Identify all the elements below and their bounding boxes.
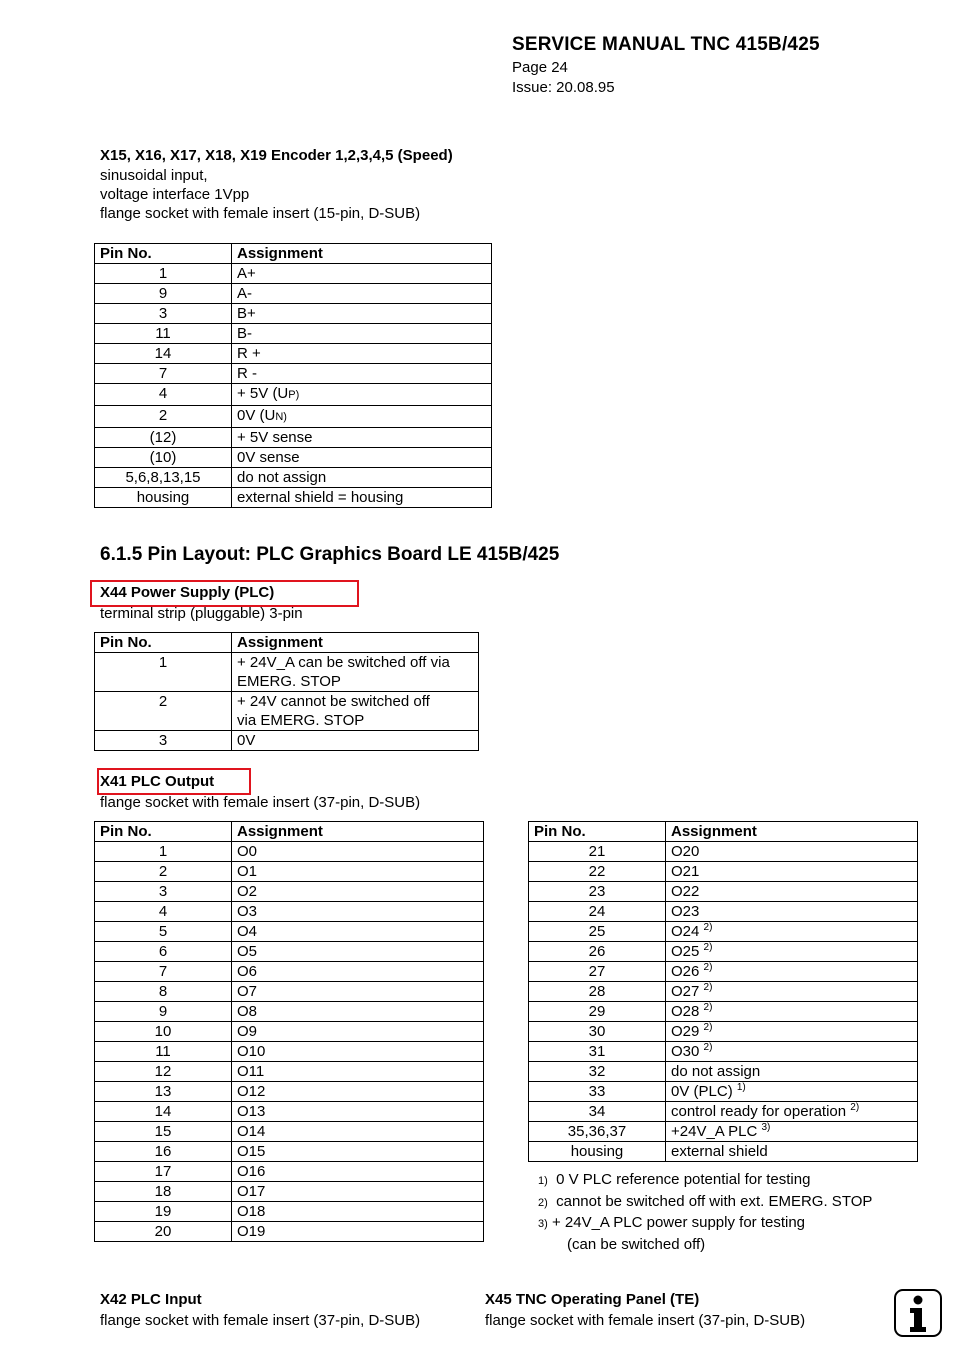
assignment-line: via EMERG. STOP [237,712,365,729]
pin-assignment [232,488,492,508]
footnote-ref: 2) [703,982,713,993]
assignment-line: + 24V_A can be switched off via [237,654,450,671]
pin-assignment [232,942,484,962]
table-row [95,1062,484,1082]
pin-assignment [232,1202,484,1222]
pin-number: 28 [529,982,666,1002]
assignment-text: O22 [671,883,700,900]
column-header: Assignment [232,822,484,842]
pin-number: 2 [95,692,232,731]
assignment-suffix: ) [283,411,287,423]
footnote-text: + 24V_A PLC power supply for testing [551,1214,806,1231]
pin-number: 23 [529,882,666,902]
encoder-desc-line: sinusoidal input, [100,167,208,184]
pin-number: 6 [95,942,232,962]
assignment-text: O10 [237,1043,266,1060]
pin-assignment [666,982,918,1002]
footnote-continuation: (can be switched off) [567,1235,706,1253]
pin-number: 3 [95,304,232,324]
table-header-row [95,633,479,653]
pin-assignment [666,962,918,982]
pin-number: 12 [95,1062,232,1082]
pin-number: 13 [95,1082,232,1102]
pin-number: 4 [95,902,232,922]
table-row [529,962,918,982]
x41-pin-table-left [94,821,484,1242]
table-row [529,1122,918,1142]
assignment-text: 0V (U [237,407,276,424]
pin-number: 11 [95,324,232,344]
table-row [95,488,492,508]
pin-number: 17 [95,1162,232,1182]
table-row [95,902,484,922]
pin-number: 1 [95,653,232,692]
pin-number: 9 [95,1002,232,1022]
pin-number: 15 [95,1122,232,1142]
assignment-text: O1 [237,863,258,880]
table-row [95,1222,484,1242]
pin-number: 14 [95,344,232,364]
pin-assignment [232,1062,484,1082]
footnote-ref: 2) [703,942,713,953]
assignment-text: O4 [237,923,258,940]
pin-number: 35,36,37 [529,1122,666,1142]
table-row [95,962,484,982]
x42-desc: flange socket with female insert (37-pin, D-SUB) [100,1312,421,1329]
assignment-text: O8 [237,1003,258,1020]
section-heading: 6.1.5 Pin Layout: PLC Graphics Board LE 415B/425 [100,544,560,565]
pin-assignment [666,1142,918,1162]
pin-number: 7 [95,364,232,384]
pin-assignment [666,1102,918,1122]
pin-assignment [666,902,918,922]
pin-number: 4 [95,384,232,406]
table-row [95,982,484,1002]
table-row [529,982,918,1002]
pin-assignment [232,1122,484,1142]
assignment-text: O20 [671,843,700,860]
table-row [95,1082,484,1102]
assignment-text: O26 [671,963,700,980]
pin-assignment [232,428,492,448]
pin-assignment [232,448,492,468]
table-row [95,364,492,384]
pin-number: (10) [95,448,232,468]
x44-title: X44 Power Supply (PLC) [100,584,275,601]
assignment-text: O28 [671,1003,700,1020]
assignment-text: O11 [237,1063,265,1080]
footnote-number: 1) [538,1175,548,1187]
table-row [529,1002,918,1022]
pin-assignment [232,1102,484,1122]
pin-assignment [232,982,484,1002]
table-row [95,284,492,304]
table-row [529,1022,918,1042]
assignment-text: control ready for operation [671,1103,847,1120]
table-row [95,304,492,324]
table-row [529,1102,918,1122]
footnote-ref: 1) [736,1082,746,1093]
assignment-subscript: P [288,389,296,401]
column-header: Assignment [232,244,492,264]
table-row [95,1202,484,1222]
pin-assignment [232,1162,484,1182]
column-header: Pin No. [529,822,666,842]
table-row [95,448,492,468]
table-row [529,1142,918,1162]
footnote-text: cannot be switched off with ext. EMERG. STOP [556,1192,873,1210]
table-row [95,324,492,344]
pin-assignment [232,468,492,488]
table-row [95,406,492,428]
pin-assignment [232,1182,484,1202]
pin-number: 21 [529,842,666,862]
assignment-text: O30 [671,1043,700,1060]
footnote-ref: 2) [703,1042,713,1053]
x44-desc: terminal strip (pluggable) 3-pin [100,605,303,622]
table-header-row [95,822,484,842]
pin-assignment [232,862,484,882]
x41-pin-table-right [528,821,918,1162]
pin-assignment [232,692,479,731]
footnote [538,1213,872,1235]
info-icon-glyph [896,1291,940,1335]
table-row [95,344,492,364]
table-row [529,1042,918,1062]
issue-date: Issue: 20.08.95 [512,79,615,96]
assignment-text: 0V (PLC) [671,1083,733,1100]
assignment-text: B+ [237,305,256,322]
assignment-text: O14 [237,1123,266,1140]
pin-number: 3 [95,882,232,902]
pin-number: 34 [529,1102,666,1122]
pin-assignment [232,406,492,428]
pin-assignment [232,842,484,862]
assignment-text: O21 [671,863,700,880]
pin-assignment [232,962,484,982]
pin-number: 14 [95,1102,232,1122]
pin-number: (12) [95,428,232,448]
assignment-text: R - [237,365,257,382]
pin-assignment [666,1022,918,1042]
pin-number: 2 [95,406,232,428]
table-row [95,653,479,692]
assignment-text: + 5V (U [237,385,289,402]
pin-assignment [666,1042,918,1062]
table-header-row [95,244,492,264]
table-row [529,862,918,882]
assignment-line: + 24V cannot be switched off [237,693,430,710]
table-row [529,1082,918,1102]
pin-assignment [232,882,484,902]
page-number: Page 24 [512,59,568,76]
assignment-text: +24V_A PLC [671,1123,758,1140]
table-row [95,862,484,882]
table-row [95,1162,484,1182]
pin-assignment [232,364,492,384]
footnote-ref: 2) [850,1102,860,1113]
footnote-ref: 2) [703,1002,713,1013]
pin-assignment [232,264,492,284]
manual-title: SERVICE MANUAL TNC 415B/425 [512,34,820,55]
pin-number: 1 [95,842,232,862]
footnotes [538,1170,872,1255]
column-header: Assignment [666,822,918,842]
table-row [529,882,918,902]
pin-assignment [666,862,918,882]
x45-desc: flange socket with female insert (37-pin, D-SUB) [485,1312,806,1329]
table-row [95,468,492,488]
info-icon [894,1289,942,1337]
pin-assignment [666,1002,918,1022]
assignment-text: O9 [237,1023,258,1040]
pin-assignment [666,882,918,902]
pin-number: 16 [95,1142,232,1162]
assignment-text: R + [237,345,261,362]
pin-number: 20 [95,1222,232,1242]
table-row [95,692,479,731]
assignment-text: O12 [237,1083,266,1100]
assignment-subscript: N [275,411,284,423]
pin-assignment [232,1042,484,1062]
pin-number: 18 [95,1182,232,1202]
table-row [95,1182,484,1202]
assignment-text: O29 [671,1023,700,1040]
pin-assignment [232,344,492,364]
column-header: Pin No. [95,633,232,653]
pin-assignment [232,284,492,304]
pin-assignment [666,922,918,942]
assignment-text: 0V sense [237,449,300,466]
assignment-text: O16 [237,1163,266,1180]
table-row [529,922,918,942]
pin-number: 5,6,8,13,15 [95,468,232,488]
column-header: Pin No. [95,822,232,842]
pin-number: 3 [95,731,232,751]
pin-assignment [232,384,492,406]
pin-assignment [232,1222,484,1242]
table-row [95,1122,484,1142]
table-row [95,384,492,406]
table-row [95,1022,484,1042]
assignment-text: external shield = housing [237,489,404,506]
assignment-text: O19 [237,1223,266,1240]
pin-number: 24 [529,902,666,922]
assignment-text: O3 [237,903,258,920]
pin-assignment [232,1002,484,1022]
table-row [95,731,479,751]
assignment-text: O18 [237,1203,266,1220]
pin-number: 2 [95,862,232,882]
table-row [529,1062,918,1082]
pin-number: housing [529,1142,666,1162]
assignment-suffix: ) [295,389,300,401]
pin-number: 30 [529,1022,666,1042]
pin-number: 1 [95,264,232,284]
pin-assignment [232,1022,484,1042]
pin-assignment [232,653,479,692]
table-row [95,1042,484,1062]
table-row [529,942,918,962]
pin-number: 19 [95,1202,232,1222]
pin-assignment [232,1142,484,1162]
encoder-pin-table [94,243,492,508]
pin-assignment [666,1062,918,1082]
table-row [95,264,492,284]
table-row [95,1102,484,1122]
assignment-text: O17 [237,1183,266,1200]
footnote-ref: 3) [761,1122,771,1133]
assignment-text: A+ [237,265,256,282]
pin-number: 33 [529,1082,666,1102]
pin-number: 5 [95,922,232,942]
footnote [538,1170,872,1192]
pin-assignment [232,1082,484,1102]
assignment-line: EMERG. STOP [237,673,341,690]
x41-title: X41 PLC Output [100,773,215,790]
footnote-ref: 2) [703,922,713,933]
footnote-number: 2) [538,1196,548,1209]
assignment-text: O27 [671,983,700,1000]
encoder-desc-line: flange socket with female insert (15-pin, D-SUB) [100,205,421,222]
pin-assignment [666,1122,918,1142]
table-row [95,942,484,962]
pin-number: 10 [95,1022,232,1042]
assignment-line: 0V [237,732,256,749]
pin-assignment [232,731,479,751]
x42-title: X42 PLC Input [100,1291,202,1308]
assignment-text: O25 [671,943,700,960]
table-row [95,882,484,902]
pin-number: 22 [529,862,666,882]
assignment-text: do not assign [671,1063,761,1080]
pin-number: housing [95,488,232,508]
table-row [95,922,484,942]
table-row [95,1142,484,1162]
pin-number: 7 [95,962,232,982]
pin-number: 25 [529,922,666,942]
pin-assignment [232,902,484,922]
footnote [538,1192,872,1214]
footnote-ref: 2) [703,962,713,973]
assignment-text: O7 [237,983,258,1000]
pin-assignment [666,942,918,962]
assignment-text: external shield [671,1143,768,1160]
assignment-text: O0 [237,843,258,860]
pin-assignment [232,922,484,942]
pin-assignment [232,324,492,344]
assignment-text: B- [237,325,252,342]
encoder-desc-line: voltage interface 1Vpp [100,186,250,203]
table-row [529,842,918,862]
table-row [95,842,484,862]
assignment-text: O13 [237,1103,266,1120]
pin-number: 31 [529,1042,666,1062]
pin-number: 26 [529,942,666,962]
assignment-text: A- [237,285,252,302]
assignment-text: O15 [237,1143,266,1160]
pin-number: 32 [529,1062,666,1082]
assignment-text: O6 [237,963,258,980]
table-row [95,428,492,448]
pin-number: 11 [95,1042,232,1062]
pin-assignment [666,842,918,862]
table-header-row [529,822,918,842]
pin-number: 29 [529,1002,666,1022]
pin-assignment [232,304,492,324]
encoder-title: X15, X16, X17, X18, X19 Encoder 1,2,3,4,5 (Speed) [100,147,453,164]
footnote-text: 0 V PLC reference potential for testing [556,1171,811,1188]
assignment-text: O2 [237,883,258,900]
assignment-text: O24 [671,923,700,940]
table-row [95,1002,484,1022]
assignment-text: O23 [671,903,700,920]
pin-number: 8 [95,982,232,1002]
assignment-text: O5 [237,943,258,960]
pin-number: 27 [529,962,666,982]
pin-number: 9 [95,284,232,304]
x41-desc: flange socket with female insert (37-pin, D-SUB) [100,794,421,811]
column-header: Pin No. [95,244,232,264]
x44-pin-table [94,632,479,751]
assignment-text: + 5V sense [237,429,313,446]
footnote-ref: 2) [703,1022,713,1033]
pin-assignment [666,1082,918,1102]
x45-title: X45 TNC Operating Panel (TE) [485,1291,700,1308]
encoder-desc [100,166,420,223]
column-header: Assignment [232,633,479,653]
assignment-text: do not assign [237,469,327,486]
table-row [529,902,918,922]
footnote-number: 3) [538,1218,548,1230]
